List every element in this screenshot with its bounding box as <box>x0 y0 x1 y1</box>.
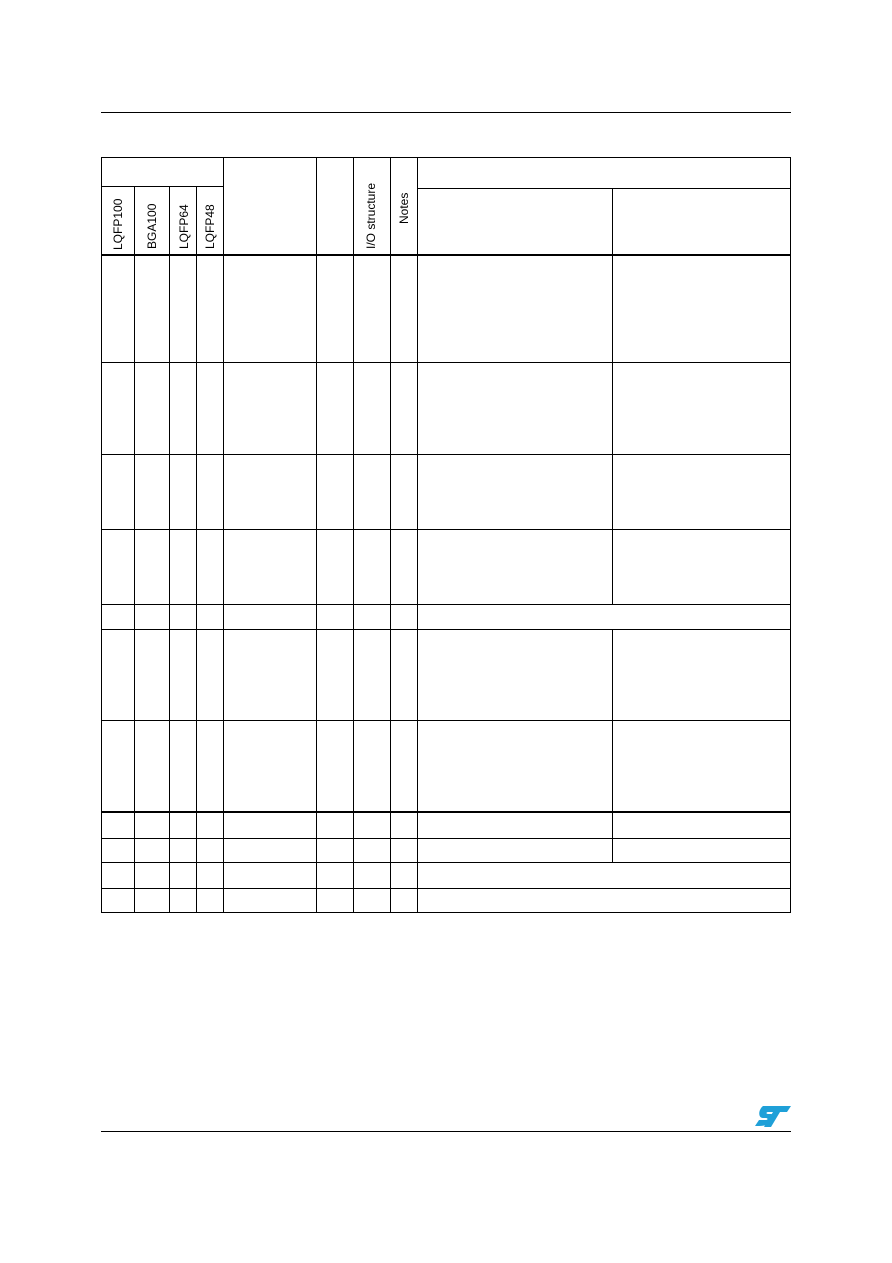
row-divider <box>102 811 790 813</box>
header-io-structure: I/O structure <box>364 182 378 249</box>
column-divider <box>223 158 224 912</box>
header-rule <box>101 112 791 113</box>
column-divider <box>612 188 613 604</box>
footer-rule <box>101 1131 791 1132</box>
header-notes: Notes <box>397 192 411 224</box>
column-divider <box>196 186 197 912</box>
row-divider <box>102 720 790 721</box>
column-divider <box>169 186 170 912</box>
row-divider <box>102 604 790 605</box>
column-divider <box>417 158 418 912</box>
pin-definition-table <box>101 157 791 913</box>
row-divider <box>102 529 790 530</box>
header-divider-package <box>102 186 223 187</box>
header-bottom-border <box>102 254 790 256</box>
st-logo-icon <box>754 1104 792 1128</box>
row-divider <box>102 362 790 363</box>
header-lqfp64: LQFP64 <box>177 204 191 249</box>
column-divider <box>390 158 391 912</box>
row-divider <box>102 629 790 630</box>
header-bga100: BGA100 <box>145 203 159 249</box>
row-divider <box>102 862 790 863</box>
column-divider <box>612 629 613 812</box>
row-divider <box>102 888 790 889</box>
row-divider <box>102 454 790 455</box>
header-lqfp100: LQFP100 <box>111 198 125 250</box>
column-divider <box>134 186 135 912</box>
header-lqfp48: LQFP48 <box>203 204 217 249</box>
column-divider <box>612 811 613 862</box>
header-divider-functions <box>417 188 790 189</box>
column-divider <box>316 158 317 912</box>
row-divider <box>102 838 790 839</box>
column-divider <box>353 158 354 912</box>
